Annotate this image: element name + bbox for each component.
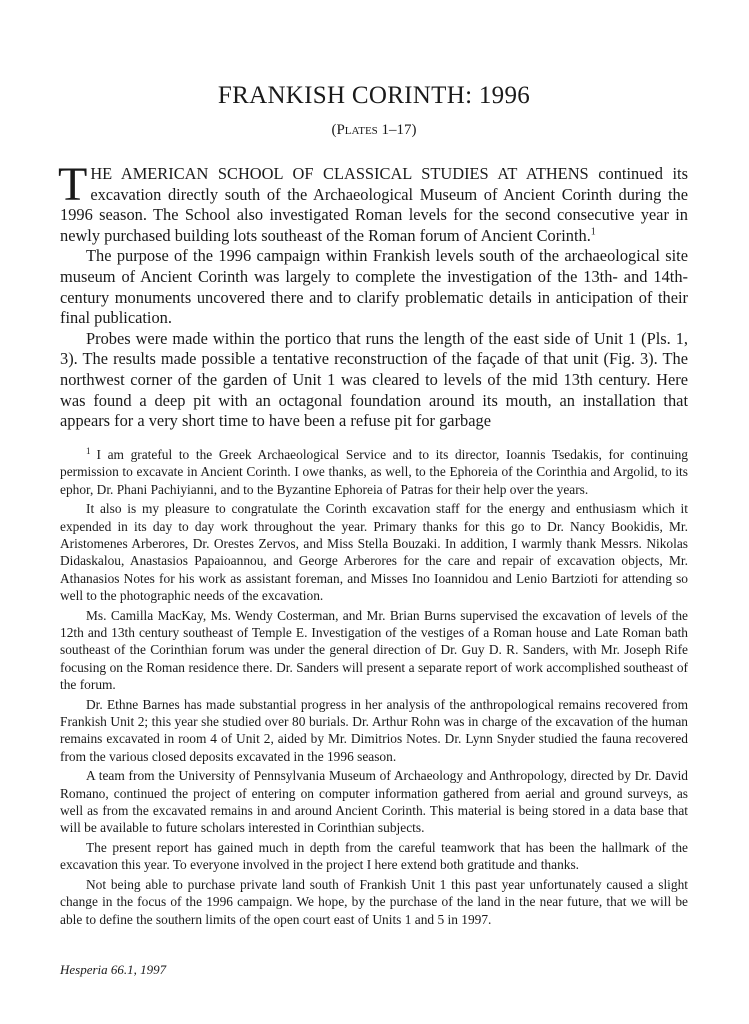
footnote-block xyxy=(60,446,688,931)
article-title: FRANKISH CORINTH: 1996 xyxy=(217,82,531,109)
journal-citation: Hesperia 66.1, 1997 xyxy=(60,962,167,977)
body-paragraph-3: Probes were made within the portico that runs the length of the east side of Unit 1 (Pls. 1, 3). The results made possible a tentative reconstruction of the façade of that unit (Fig. 3). The northwest corner of the garden of Unit 1 was cleared to levels of the mid 13th century. Here was found a deep pit with an octagonal foundation around its mouth, an installation that appears for a very short time to have been a refuse pit for garbage xyxy=(60,328,688,431)
footnote-paragraph: Dr. Ethne Barnes has made substantial progress in her analysis of the anthropological remains recovered from Frankish Unit 2; this year she studied over 80 burials. Dr. Arthur Rohn was in charge of the excavation of the human remains excavated in room 4 of Unit 2, aided by Mr. Dimitrios Notes. Dr. Lynn Snyder studied the fauna recovered from the various closed deposits excavated in the 1996 season. xyxy=(60,696,688,764)
paragraph-1-text: continued its excavation directly south of the Archaeological Museum of Ancient Corinth during the 1996 season. The School also investigated Roman levels for the second consecutive year in newly purchased building lots southeast of the Roman forum of Ancient Corinth. xyxy=(60,164,688,245)
footnote-paragraph: The present report has gained much in depth from the careful teamwork that has been the hallmark of the excavation this year. To everyone involved in the project I here extend both gratitude and thanks. xyxy=(60,840,688,873)
body-paragraph-2: The purpose of the 1996 campaign within Frankish levels south of the archaeological site museum of Ancient Corinth was largely to complete the investigation of the 13th- and 14th-century monuments uncovered there and to clarify problematic details in anticipation of their final publication. xyxy=(60,246,688,328)
lead-small-caps: HE AMERICAN SCHOOL OF CLASSICAL STUDIES AT ATHENS xyxy=(90,164,589,183)
plates-reference: (Plates 1–17) xyxy=(331,122,417,138)
footnote-paragraph: Ms. Camilla MacKay, Ms. Wendy Costerman, and Mr. Brian Burns supervised the excavation of levels of the 12th and 13th century southeast of Temple E. Investigation of the vestiges of a Roman house and Late Roman bath southeast of the Corinthian forum was under the general direction of Dr. Guy D. R. Sanders, with Mr. Joseph Rife focusing on the Roman residence there. Dr. Sanders will present a separate report of work accomplished southeast of the forum. xyxy=(60,607,688,692)
footnote-paragraph: $^1$ I am grateful to the Greek Archaeological Service and to its director, Ioannis Tsedakis, for continuing permission to excavate in Ancient Corinth. I owe thanks, as well, to the Ephoreia of the Corinthia and Argolid, to its ephor, Dr. Phani Pachiyianni, and to the Byzantine Ephoreia of Patras for their help over the years. xyxy=(60,445,688,497)
drop-cap: T xyxy=(58,158,88,211)
footnote-marker: 1 xyxy=(86,445,91,456)
footnote-paragraph: A team from the University of Pennsylvania Museum of Archaeology and Anthropology, directed by Dr. David Romano, continued the project of entering on computer information gathered from aerial and ground surveys, as well as from the excavated remains in and around Ancient Corinth. This material is being stored in a data base that will be available to future scholars interested in Corinthian subjects. xyxy=(60,768,688,836)
footnote-paragraph: Not being able to purchase private land south of Frankish Unit 1 this past year unfortunately caused a slight change in the focus of the 1996 campaign. We hope, by the purchase of the land in the near future, that we will be able to define the southern limits of the open court east of Units 1 and 5 in 1997. xyxy=(60,877,688,927)
footnote-reference[interactable]: 1 xyxy=(590,226,596,238)
article-body xyxy=(58,158,688,432)
body-paragraph-1 xyxy=(58,158,688,246)
footnote-paragraph: It also is my pleasure to congratulate the Corinth excavation staff for the energy and enthusiasm which it expended in its day to day work throughout the year. Primary thanks for this go to Dr. Nancy Bookidis, Mr. Aristomenes Arberores, Dr. Orestes Zervos, and Miss Stella Bouzaki. In addition, I warmly thank Messrs. Nikolas Didaskalou, Anastasios Papaioannou, and George Arberores for the care and repair of excavation objects, Mr. Athanasios Notes for his work as assistant foreman, and Misses Ino Ioannidou and Lenio Bartzioti for attending so well to the photographic needs of the excavation. xyxy=(60,501,688,603)
